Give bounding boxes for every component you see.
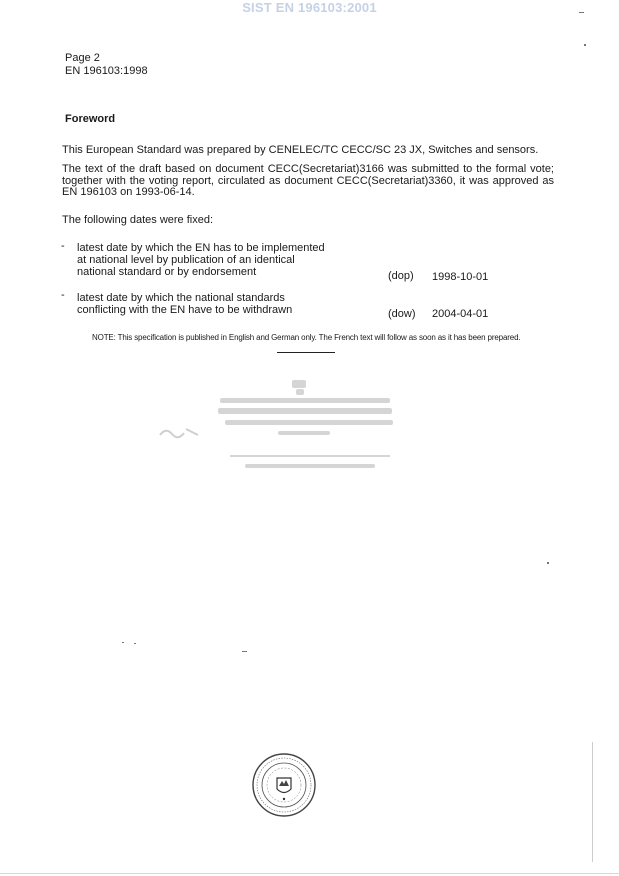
scan-edge-line <box>0 873 619 874</box>
paragraph-draft-approval: The text of the draft based on document CECC(Secretariat)3166 was submitted to the formal vote; together with the voting report, circulated as document CECC(Secretariat)3360, it was approved as EN 196103 on 1993-06-14. <box>62 163 554 198</box>
list-bullet: - <box>61 240 65 252</box>
list-item-line: national standard or by endorsement <box>77 266 257 278</box>
paragraph-dates-intro: The following dates were fixed: <box>62 214 214 226</box>
official-seal-icon <box>251 752 317 818</box>
date-value: 2004-04-01 <box>432 308 489 320</box>
scan-edge-line <box>592 742 593 862</box>
scan-speck <box>134 643 136 644</box>
scan-speck <box>122 642 124 643</box>
paragraph-prepared-by: This European Standard was prepared by CENELEC/TC CECC/SC 23 JX, Switches and sensors. <box>62 144 539 156</box>
standard-number: EN 196103:1998 <box>65 65 148 77</box>
scan-speck <box>579 12 584 13</box>
list-item-line: latest date by which the national standards <box>77 292 285 304</box>
scan-speck <box>242 651 247 652</box>
list-item-line: at national level by publication of an identical <box>77 254 295 266</box>
date-code-label: (dow) <box>388 308 416 320</box>
language-note: NOTE: This specification is published in English and German only. The French text will follow as soon as it has been prepared. <box>92 333 521 342</box>
list-item-line: latest date by which the EN has to be implemented <box>77 242 325 254</box>
page-number: Page 2 <box>65 52 100 64</box>
document-watermark: SIST EN 196103:2001 <box>242 0 377 15</box>
faded-mark-icon <box>158 425 202 439</box>
date-value: 1998-10-01 <box>432 271 489 283</box>
scan-speck <box>584 44 586 46</box>
date-code-label: (dop) <box>388 270 414 282</box>
list-bullet: - <box>61 289 65 301</box>
section-heading: Foreword <box>65 113 116 125</box>
faded-stamp-image <box>200 378 410 478</box>
list-item-line: conflicting with the EN have to be withdrawn <box>77 304 293 316</box>
scan-speck <box>547 562 549 564</box>
end-rule <box>277 352 335 353</box>
